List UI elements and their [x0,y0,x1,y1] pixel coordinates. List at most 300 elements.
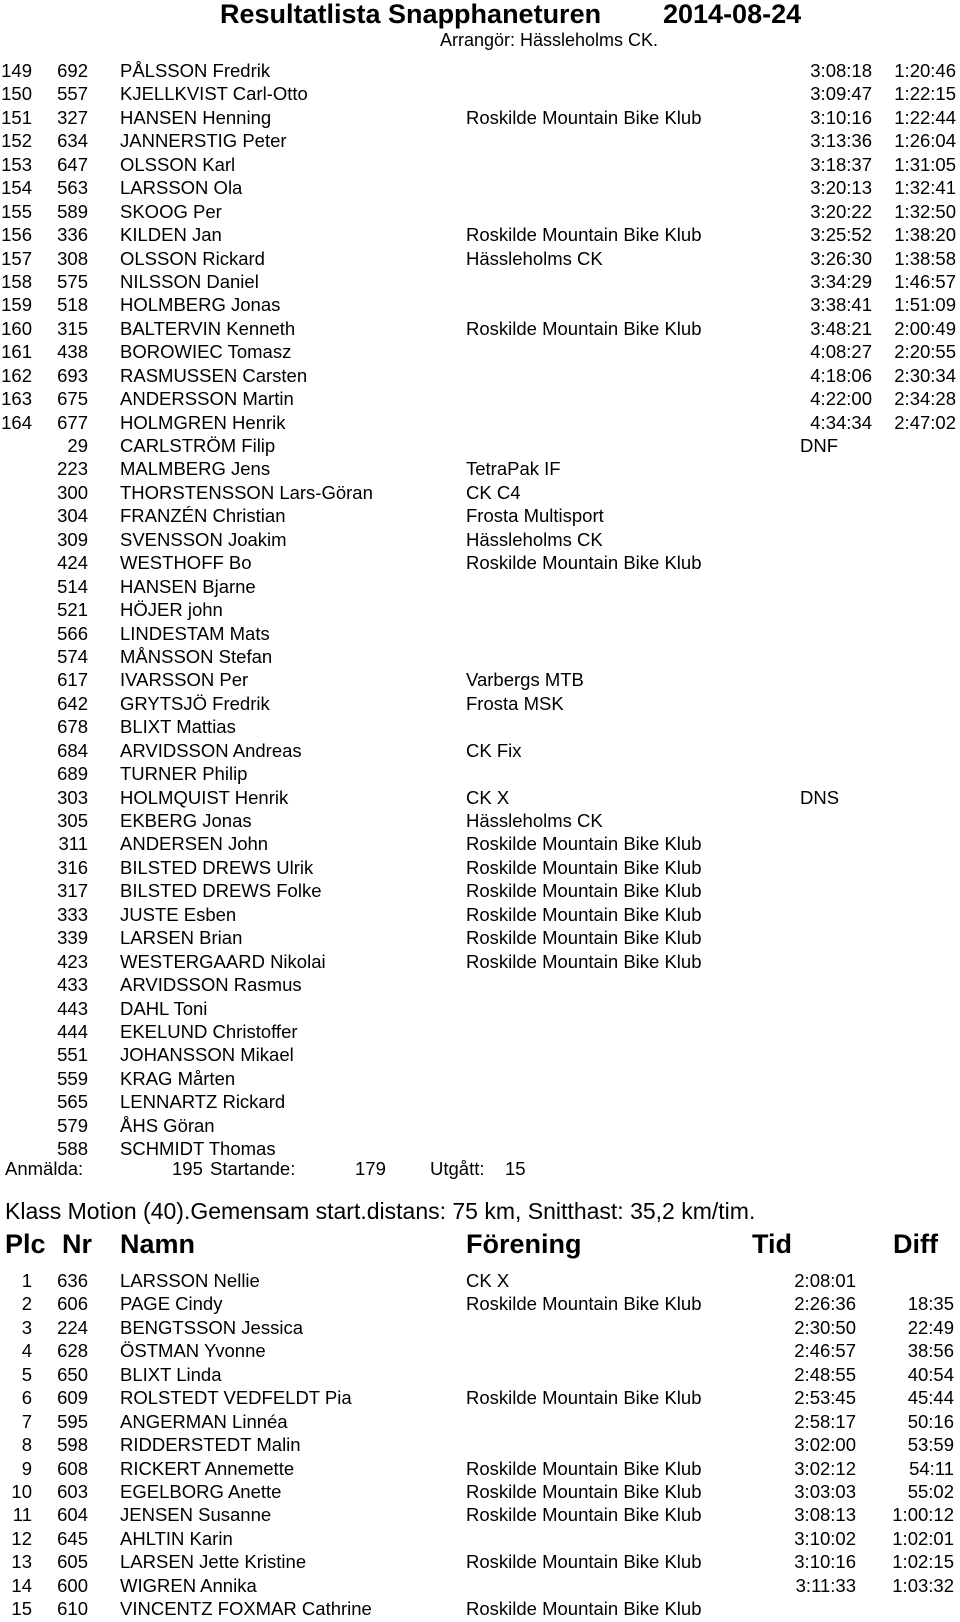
placement-cell: 1 [21,1270,32,1291]
bib-number-cell: 305 [57,810,88,831]
diff-cell: 40:54 [907,1363,954,1385]
bib-number-cell: 589 [57,200,88,222]
table-row [0,1480,960,1503]
club-cell: Roskilde Mountain Bike Klub [466,1504,702,1526]
placement-cell: 154 [1,177,32,199]
table-row [0,1043,960,1066]
name-cell: RICKERT Annemette [120,1457,295,1479]
bib-number-cell: 339 [57,927,88,949]
placement-cell: 6 [21,1387,32,1409]
table-row [0,1410,960,1433]
time-cell: 3:20:22 [810,200,872,222]
bib-number-cell: 336 [57,224,88,246]
time-cell: 4:34:34 [810,411,872,433]
name-cell: LENNARTZ Rickard [120,1091,286,1113]
table-row [0,340,960,363]
placement-cell: 4 [21,1340,32,1362]
placement-cell: 153 [1,153,32,175]
club-cell: Roskilde Mountain Bike Klub [466,1457,702,1479]
dropped-label: Utgått: [430,1158,485,1179]
placement-cell: 15 [11,1598,32,1620]
table-row [0,622,960,645]
time-cell: 3:02:00 [794,1434,856,1456]
name-cell: OLSSON Rickard [120,247,265,269]
bib-number-cell: 308 [57,247,88,269]
table-row [0,1386,960,1409]
class-results-table [0,1269,960,1621]
time-cell: 3:03:03 [794,1480,856,1502]
time-cell: 3:25:52 [810,224,872,246]
name-cell: BILSTED DREWS Folke [120,880,322,902]
diff-cell: 1:46:57 [894,270,956,292]
placement-cell: 162 [1,364,32,386]
bib-number-cell: 304 [57,505,88,527]
name-cell: KRAG Mårten [120,1067,236,1089]
table-row [0,1363,960,1386]
club-cell: Roskilde Mountain Bike Klub [466,317,702,339]
bib-number-cell: 675 [57,388,88,410]
bib-number-cell: 557 [57,83,88,105]
table-row [0,1503,960,1526]
time-cell: 3:02:12 [794,1457,856,1479]
bib-number-cell: 423 [57,950,88,972]
col-diff: Diff [893,1229,938,1259]
name-cell: HOLMBERG Jonas [120,294,281,316]
diff-cell: 1:22:44 [894,106,956,128]
diff-cell: 1:31:05 [894,153,956,175]
bib-number-cell: 565 [57,1091,88,1113]
placement-cell: 14 [11,1574,32,1596]
diff-cell: 1:02:15 [892,1551,954,1573]
organizer-text: Arrangör: Hässleholms CK. [439,30,659,50]
bib-number-cell: 333 [57,903,88,925]
club-cell: CK X [466,1270,510,1291]
name-cell: KILDEN Jan [120,224,222,246]
placement-cell: 150 [1,83,32,105]
bib-number-cell: 628 [57,1340,88,1362]
placement-cell: 164 [1,411,32,433]
table-row [0,176,960,199]
time-cell: 2:53:45 [794,1387,856,1409]
bib-number-cell: 223 [57,458,88,480]
table-row [0,1574,960,1597]
table-row [0,457,960,480]
placement-cell: 9 [21,1457,32,1479]
placement-cell: 151 [1,106,32,128]
bib-number-cell: 636 [57,1270,88,1291]
name-cell: HOLMQUIST Henrik [120,786,289,808]
placement-cell: 11 [12,1504,32,1526]
table-row [0,59,960,82]
table-row [0,903,960,926]
name-cell: BLIXT Linda [120,1363,222,1385]
name-cell: ÅHS Göran [120,1114,215,1136]
bib-number-cell: 617 [57,669,88,691]
time-cell: 3:11:33 [795,1574,856,1596]
bib-number-cell: 443 [57,997,88,1019]
time-cell: 2:46:57 [794,1340,856,1362]
class-heading: Klass Motion (40).Gemensam start.distans: 75 km, Snitthast: 35,2 km/tim. [5,1198,756,1224]
placement-cell: 161 [1,341,32,363]
table-row [0,832,960,855]
name-cell: HÖJER john [120,599,223,621]
name-cell: GRYTSJÖ Fredrik [120,692,270,714]
table-row [0,1457,960,1480]
club-cell: Hässleholms CK [466,528,603,550]
placement-cell: 158 [1,270,32,292]
bib-number-cell: 566 [57,622,88,644]
table-row [0,1433,960,1456]
bib-number-cell: 608 [57,1457,88,1479]
name-cell: LARSSON Ola [120,177,243,199]
bib-number-cell: 438 [57,341,88,363]
document-title [0,0,960,28]
name-cell: BOROWIEC Tomasz [120,341,292,363]
bib-number-cell: 433 [57,974,88,996]
time-cell: 4:18:06 [810,364,872,386]
club-cell: Roskilde Mountain Bike Klub [466,552,702,574]
name-cell: JOHANSSON Mikael [120,1044,294,1066]
bib-number-cell: 693 [57,364,88,386]
club-cell: Roskilde Mountain Bike Klub [466,856,702,878]
starters-count: 179 [355,1158,386,1179]
placement-cell: 160 [1,317,32,339]
bib-number-cell: 29 [67,435,88,456]
diff-cell: 1:22:15 [894,83,956,105]
time-cell: 3:20:13 [810,177,872,199]
diff-cell: 2:47:02 [894,411,956,433]
diff-cell: 53:59 [907,1434,954,1456]
name-cell: ROLSTEDT VEDFELDT Pia [120,1387,352,1409]
bib-number-cell: 444 [57,1020,88,1042]
table-row [0,1067,960,1090]
table-row [0,645,960,668]
club-cell: Hässleholms CK [466,810,603,831]
dropped-count: 15 [505,1158,526,1179]
bib-number-cell: 317 [57,880,88,902]
bib-number-cell: 605 [57,1551,88,1573]
table-row [0,950,960,973]
column-headers [0,1227,960,1261]
time-cell: 3:34:29 [810,270,872,292]
bib-number-cell: 604 [57,1504,88,1526]
race-date: 2014-08-24 [663,0,802,29]
club-cell: Roskilde Mountain Bike Klub [466,1387,702,1409]
club-cell: Roskilde Mountain Bike Klub [466,833,702,855]
bib-number-cell: 224 [57,1316,88,1338]
club-cell: CK X [466,786,510,808]
table-row [0,223,960,246]
bib-number-cell: 315 [57,317,88,339]
bib-number-cell: 600 [57,1574,88,1596]
name-cell: HANSEN Bjarne [120,575,256,597]
bib-number-cell: 303 [57,786,88,808]
name-cell: SCHMIDT Thomas [120,1138,276,1160]
bib-number-cell: 595 [57,1410,88,1432]
club-cell: CK C4 [466,481,521,503]
name-cell: WIGREN Annika [120,1574,257,1596]
club-cell: Roskilde Mountain Bike Klub [466,880,702,902]
bib-number-cell: 684 [57,739,88,761]
placement-cell: 2 [21,1293,32,1315]
table-row [0,1597,960,1620]
name-cell: ÖSTMAN Yvonne [120,1340,266,1362]
club-cell: Varbergs MTB [466,669,584,691]
placement-cell: 8 [21,1434,32,1456]
name-cell: JANNERSTIG Peter [120,130,287,152]
club-cell: Roskilde Mountain Bike Klub [466,106,702,128]
table-row [0,270,960,293]
table-row [0,1292,960,1315]
name-cell: LARSSON Nellie [120,1270,260,1291]
name-cell: KJELLKVIST Carl-Otto [120,83,308,105]
table-row [0,129,960,152]
diff-cell: 18:35 [907,1293,954,1315]
name-cell: MÅNSSON Stefan [120,645,273,667]
diff-cell: 50:16 [907,1410,954,1432]
name-cell: BILSTED DREWS Ulrik [120,856,314,878]
table-row [0,1090,960,1113]
placement-cell: 155 [1,200,32,222]
placement-cell: 156 [1,224,32,246]
bib-number-cell: 327 [57,106,88,128]
name-cell: LARSEN Jette Kristine [120,1551,307,1573]
registered-label: Anmälda: [5,1158,84,1179]
diff-cell: 22:49 [907,1316,954,1338]
time-cell: 2:58:17 [794,1410,856,1432]
bib-number-cell: 514 [57,575,88,597]
bib-number-cell: 309 [57,528,88,550]
name-cell: EKELUND Christoffer [120,1020,298,1042]
name-cell: RIDDERSTEDT Malin [120,1434,301,1456]
club-cell: Frosta MSK [466,692,564,714]
time-cell: 3:08:18 [810,60,872,81]
starters-label: Startande: [210,1158,296,1179]
diff-cell: 55:02 [907,1480,954,1502]
summary-line [0,1157,960,1181]
table-row [0,997,960,1020]
club-cell: Hässleholms CK [466,247,603,269]
name-cell: PAGE Cindy [120,1293,223,1315]
bib-number-cell: 634 [57,130,88,152]
diff-cell: 1:32:41 [894,177,956,199]
name-cell: FRANZÉN Christian [120,505,286,527]
table-row [0,598,960,621]
bib-number-cell: 316 [57,856,88,878]
name-cell: HOLMGREN Henrik [120,411,286,433]
bib-number-cell: 610 [57,1598,88,1620]
time-cell: 2:08:01 [794,1270,856,1291]
time-cell: 3:48:21 [810,317,872,339]
bib-number-cell: 559 [57,1067,88,1089]
table-row [0,247,960,270]
club-cell: Roskilde Mountain Bike Klub [466,903,702,925]
bib-number-cell: 678 [57,716,88,738]
table-row [0,1269,960,1292]
name-cell: TURNER Philip [120,763,248,785]
placement-cell: 163 [1,388,32,410]
bib-number-cell: 642 [57,692,88,714]
club-cell: Roskilde Mountain Bike Klub [466,1598,702,1620]
name-cell: HANSEN Henning [120,106,272,128]
name-cell: LARSEN Brian [120,927,243,949]
organizer-line [0,30,960,50]
table-row [0,82,960,105]
table-row [0,481,960,504]
name-cell: THORSTENSSON Lars-Göran [120,481,373,503]
table-row [0,715,960,738]
club-cell: Roskilde Mountain Bike Klub [466,1293,702,1315]
placement-cell: 12 [11,1527,32,1549]
time-cell: 3:10:16 [810,106,872,128]
bib-number-cell: 300 [57,481,88,503]
diff-cell: 54:11 [909,1457,954,1479]
table-row [0,434,960,457]
name-cell: EGELBORG Anette [120,1480,282,1502]
bib-number-cell: 647 [57,153,88,175]
bib-number-cell: 574 [57,645,88,667]
name-cell: BENGTSSON Jessica [120,1316,303,1338]
bib-number-cell: 551 [57,1044,88,1066]
placement-cell: 157 [1,247,32,269]
table-row [0,762,960,785]
name-cell: ANDERSEN John [120,833,269,855]
bib-number-cell: 598 [57,1434,88,1456]
table-row [0,1114,960,1137]
status-cell: DNS [800,786,840,808]
diff-cell: 1:20:46 [894,60,956,81]
col-nr: Nr [62,1229,93,1259]
club-cell: Roskilde Mountain Bike Klub [466,950,702,972]
table-row [0,879,960,902]
name-cell: BLIXT Mattias [120,716,236,738]
bib-number-cell: 606 [57,1293,88,1315]
bib-number-cell: 650 [57,1363,88,1385]
bib-number-cell: 603 [57,1480,88,1502]
name-cell: IVARSSON Per [120,669,249,691]
placement-cell: 3 [21,1316,32,1338]
placement-cell: 7 [21,1410,32,1432]
diff-cell: 2:00:49 [894,317,956,339]
name-cell: JENSEN Susanne [120,1504,272,1526]
name-cell: NILSSON Daniel [120,270,259,292]
table-row [0,153,960,176]
table-row [0,739,960,762]
diff-cell: 1:32:50 [894,200,956,222]
bib-number-cell: 677 [57,411,88,433]
table-row [0,856,960,879]
table-row [0,786,960,809]
table-row [0,364,960,387]
time-cell: 4:22:00 [810,388,872,410]
table-row [0,1316,960,1339]
time-cell: 3:26:30 [810,247,872,269]
col-time: Tid [752,1229,792,1259]
col-club: Förening [466,1229,582,1259]
bib-number-cell: 609 [57,1387,88,1409]
table-row [0,926,960,949]
name-cell: WESTERGAARD Nikolai [120,950,326,972]
time-cell: 3:13:36 [810,130,872,152]
name-cell: AHLTIN Karin [120,1527,233,1549]
placement-cell: 13 [11,1551,32,1573]
diff-cell: 45:44 [907,1387,954,1409]
table-row [0,528,960,551]
name-cell: PÅLSSON Fredrik [120,60,271,81]
name-cell: ARVIDSSON Andreas [120,739,302,761]
diff-cell: 2:30:34 [894,364,956,386]
placement-cell: 159 [1,294,32,316]
table-row [0,692,960,715]
table-row [0,973,960,996]
diff-cell: 1:38:58 [894,247,956,269]
diff-cell: 38:56 [907,1340,954,1362]
name-cell: JUSTE Esben [120,903,237,925]
name-cell: SKOOG Per [120,200,222,222]
table-row [0,1020,960,1043]
table-row [0,317,960,340]
name-cell: CARLSTRÖM Filip [120,435,276,456]
club-cell: Roskilde Mountain Bike Klub [466,1480,702,1502]
time-cell: 3:18:37 [810,153,872,175]
table-row [0,1550,960,1573]
club-cell: Frosta Multisport [466,505,604,527]
diff-cell: 1:26:04 [894,130,956,152]
diff-cell: 1:00:12 [892,1504,954,1526]
table-row [0,1339,960,1362]
placement-cell: 10 [11,1480,32,1502]
name-cell: LINDESTAM Mats [120,622,270,644]
club-cell: TetraPak IF [466,458,561,480]
time-cell: 2:26:36 [794,1293,856,1315]
table-row [0,1527,960,1550]
placement-cell: 5 [21,1363,32,1385]
time-cell: 3:10:02 [794,1527,856,1549]
table-row [0,809,960,832]
results-table [0,59,960,1161]
name-cell: MALMBERG Jens [120,458,271,480]
table-row [0,551,960,574]
bib-number-cell: 692 [57,60,88,81]
name-cell: SVENSSON Joakim [120,528,287,550]
table-row [0,575,960,598]
time-cell: 3:38:41 [810,294,872,316]
bib-number-cell: 311 [58,833,88,855]
club-cell: Roskilde Mountain Bike Klub [466,1551,702,1573]
diff-cell: 1:03:32 [892,1574,954,1596]
race-title: Resultatlista Snapphaneturen [220,0,602,29]
table-row [0,293,960,316]
table-row [0,411,960,434]
bib-number-cell: 521 [57,599,88,621]
bib-number-cell: 579 [57,1114,88,1136]
time-cell: 2:48:55 [794,1363,856,1385]
registered-count: 195 [172,1158,203,1179]
diff-cell: 2:34:28 [894,388,956,410]
bib-number-cell: 575 [57,270,88,292]
time-cell: 3:08:13 [794,1504,856,1526]
bib-number-cell: 424 [57,552,88,574]
diff-cell: 1:02:01 [892,1527,954,1549]
name-cell: ANDERSSON Martin [120,388,294,410]
table-row [0,504,960,527]
club-cell: Roskilde Mountain Bike Klub [466,927,702,949]
bib-number-cell: 588 [57,1138,88,1160]
placement-cell: 152 [1,130,32,152]
table-row [0,387,960,410]
diff-cell: 1:51:09 [894,294,956,316]
table-row [0,668,960,691]
